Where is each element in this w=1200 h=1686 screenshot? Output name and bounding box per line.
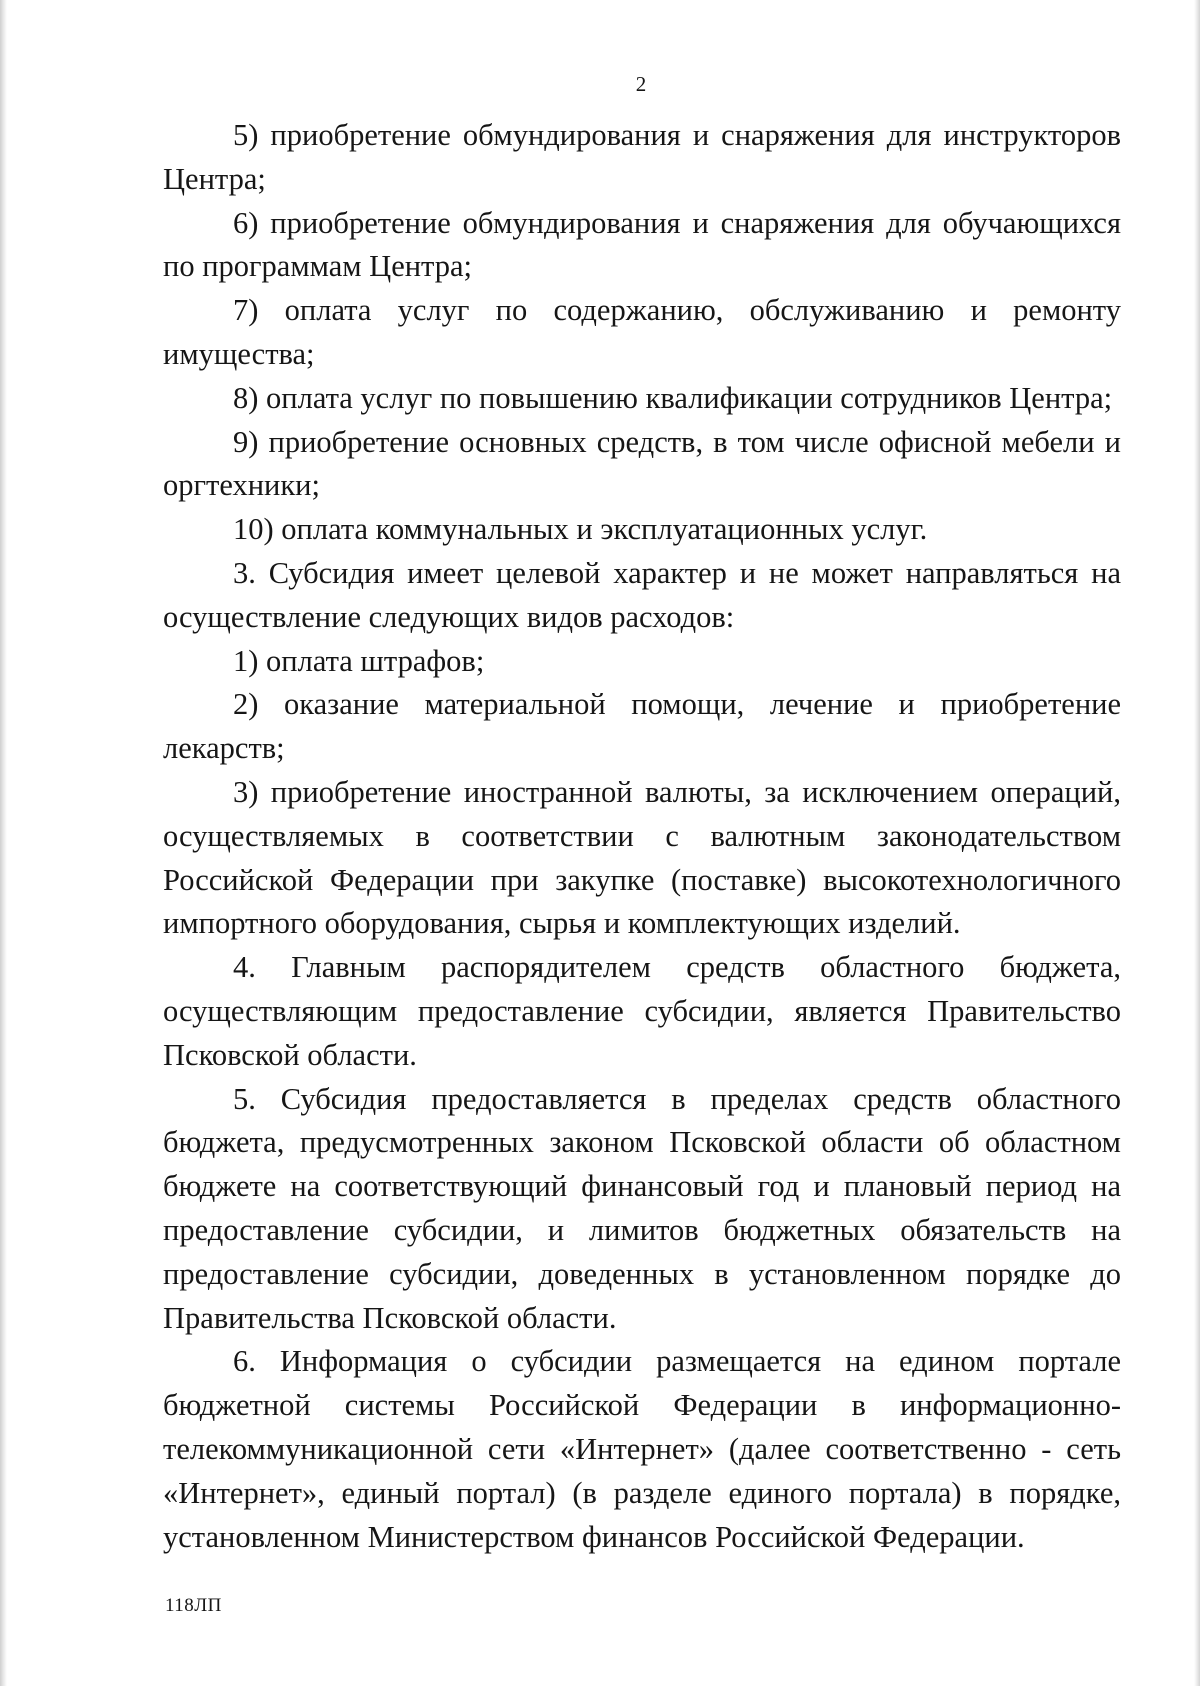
paragraph-section-4: 4. Главным распорядителем средств областного бюджета, осуществляющим предоставление субсидии, является Правительство Псковской области. [163, 950, 1121, 1072]
paragraph-expense-2: 2) оказание материальной помощи, лечение и приобретение лекарств; [163, 687, 1121, 766]
page-number: 2 [635, 72, 647, 96]
document-body [163, 114, 1121, 1559]
document-code: 118ЛП [165, 1595, 222, 1616]
scan-edge-right [1194, 0, 1200, 1686]
paragraph-item-6: 6) приобретение обмундирования и снаряжения для обучающихся по программам Центра; [163, 205, 1121, 284]
scan-edge-left [0, 0, 7, 1686]
paragraph-item-8: 8) оплата услуг по повышению квалификации сотрудников Центра; [233, 380, 1113, 415]
paragraph-expense-1: 1) оплата штрафов; [233, 643, 485, 678]
paragraph-expense-3: 3) приобретение иностранной валюты, за исключением операций, осуществляемых в соответствии с валютным законодательством Российской Федерации при закупке (поставке) высокотехнологичного импортного оборудования, сырья и комплектующих изделий. [163, 774, 1121, 941]
paragraph-item-9: 9) приобретение основных средств, в том числе офисной мебели и оргтехники; [163, 424, 1121, 503]
paragraph-section-3: 3. Субсидия имеет целевой характер и не может направляться на осуществление следующих видов расходов: [163, 555, 1121, 634]
paragraph-section-6: 6. Информация о субсидии размещается на едином портале бюджетной системы Российской Федерации в информационно-телекоммуникационной сети «Интернет» (далее соответственно - сеть «Интернет», единый портал) (в разделе единого портала) в порядке, установленном Министерством финансов Российской Федерации. [163, 1344, 1121, 1554]
paragraph-item-5: 5) приобретение обмундирования и снаряжения для инструкторов Центра; [163, 118, 1121, 196]
paragraph-item-7: 7) оплата услуг по содержанию, обслуживанию и ремонту имущества; [163, 293, 1121, 371]
paragraph-section-5: 5. Субсидия предоставляется в пределах средств областного бюджета, предусмотренных законом Псковской области об областном бюджете на соответствующий финансовый год и плановый период на предоставление субсидии, и лимитов бюджетных обязательств на предоставление субсидии, доведенных в установленном порядке до Правительства Псковской области. [163, 1081, 1121, 1335]
paragraph-item-10: 10) оплата коммунальных и эксплуатационных услуг. [233, 512, 928, 547]
